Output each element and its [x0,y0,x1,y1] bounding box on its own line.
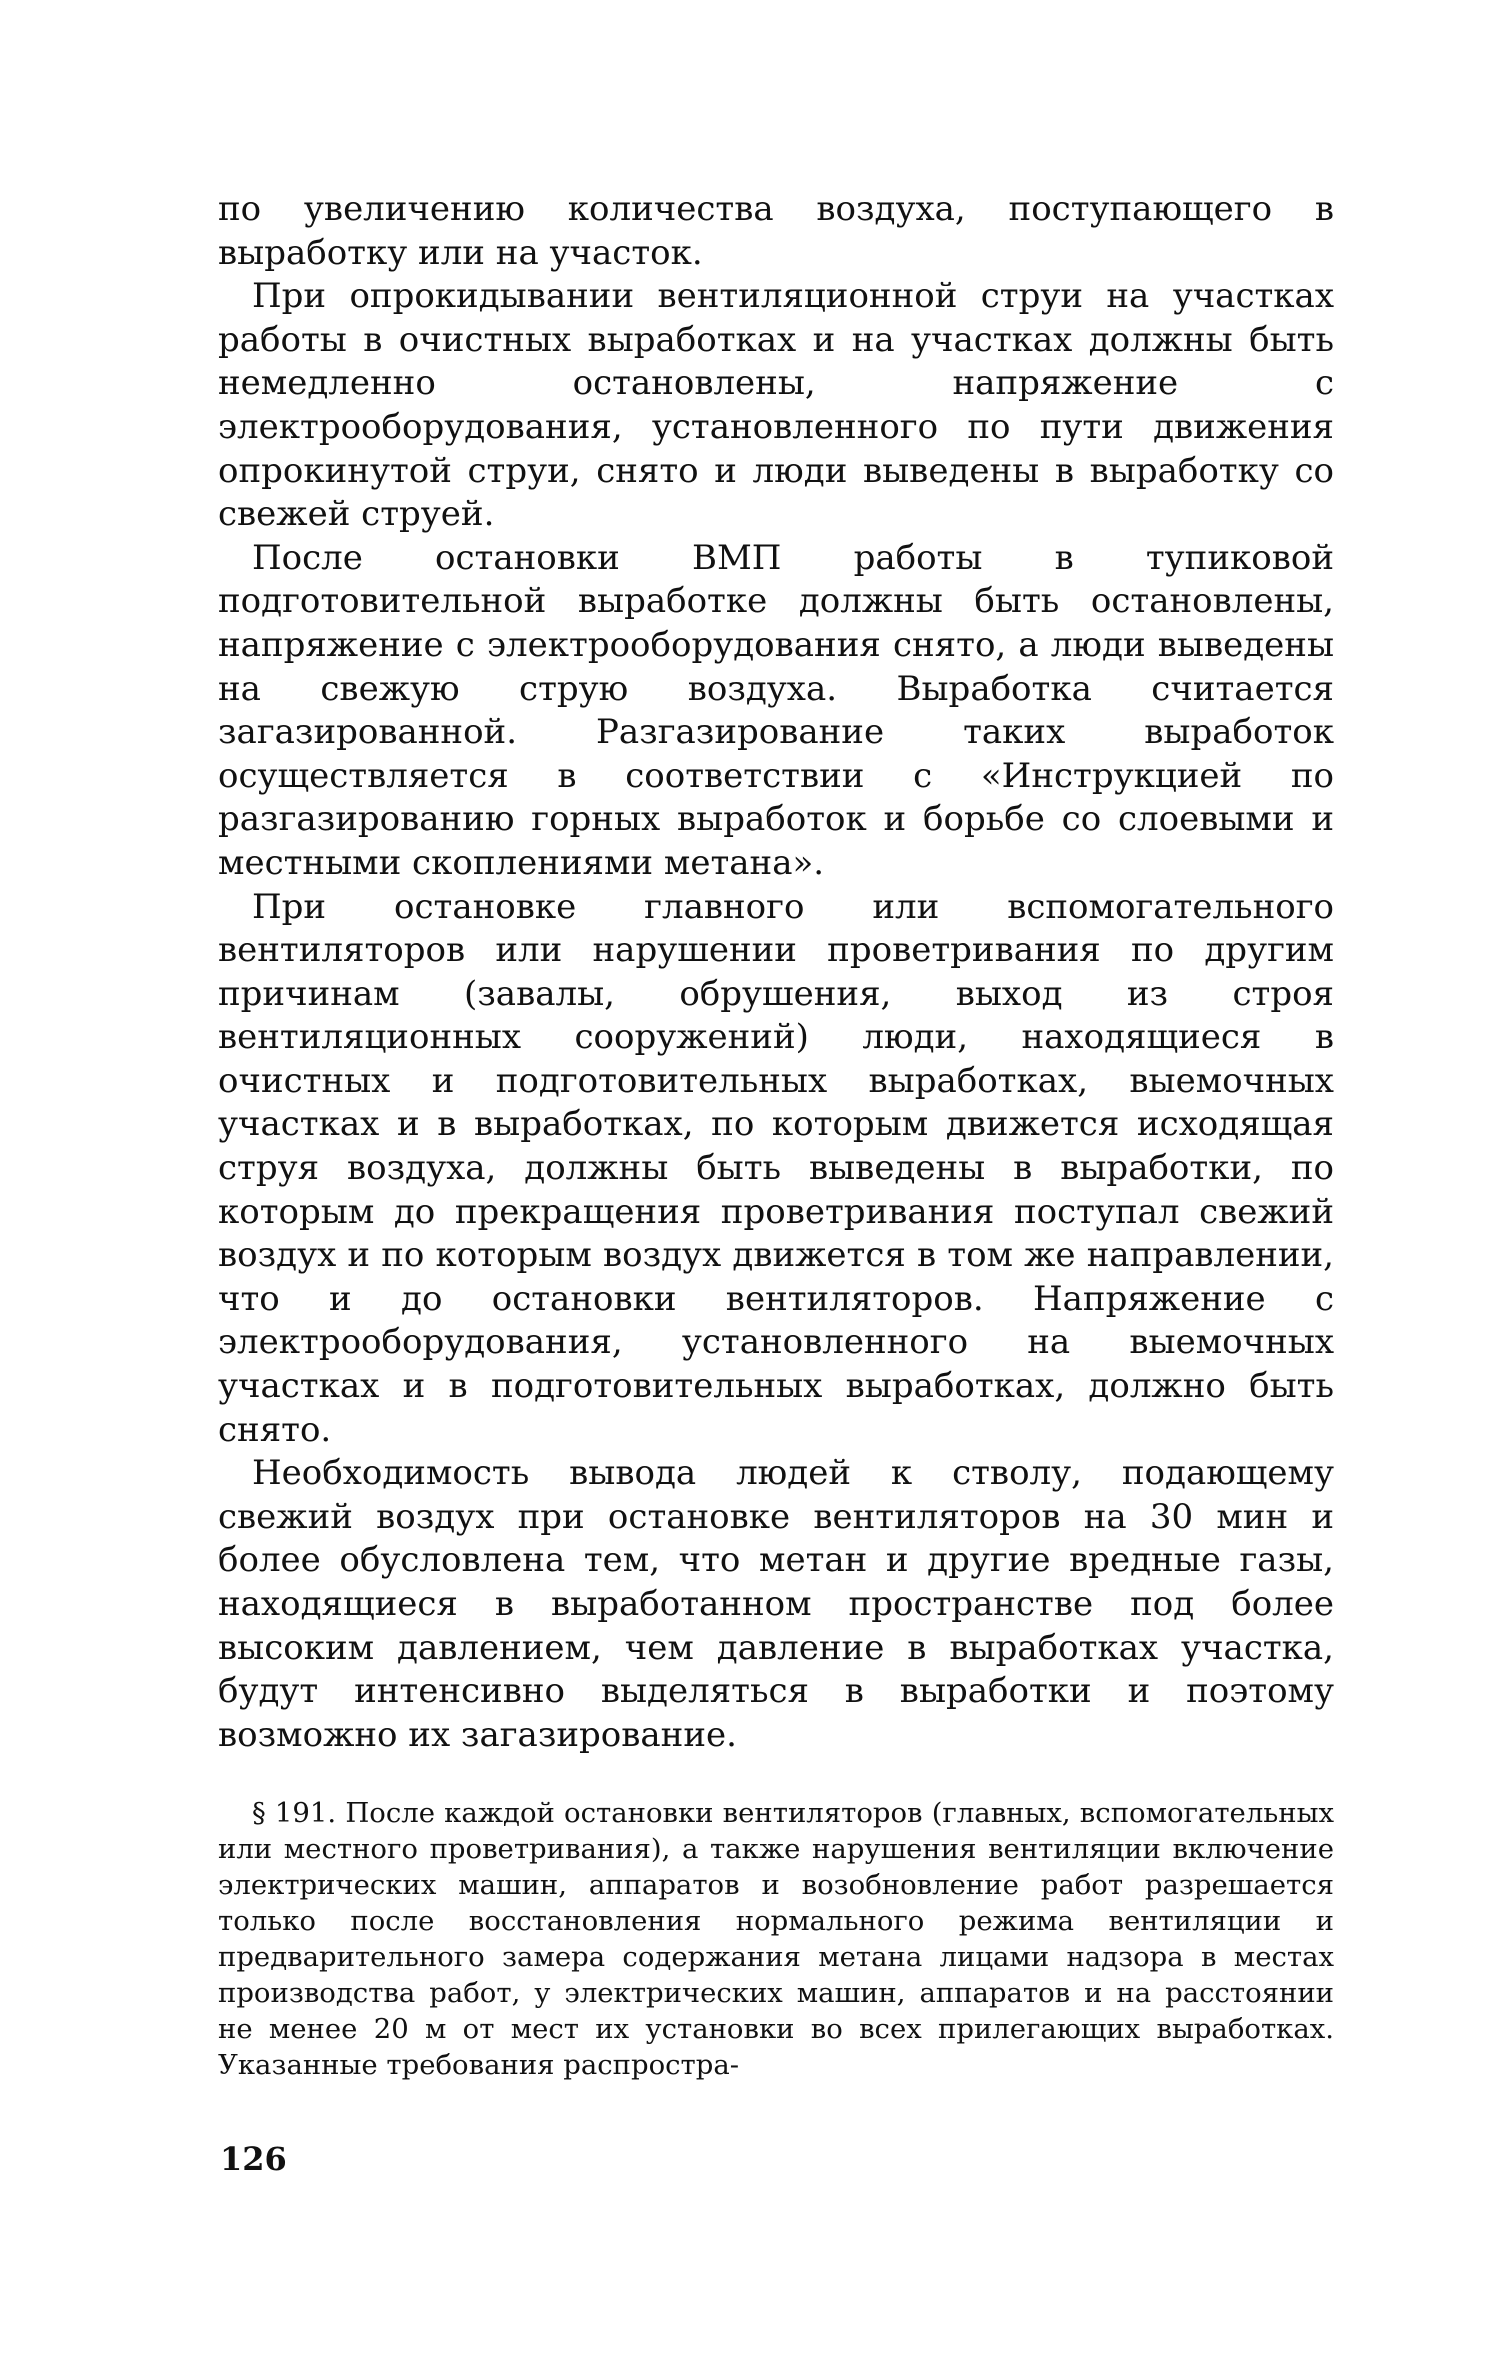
page-number: 126 [220,2140,287,2178]
body-text [218,188,1334,2083]
paragraph-fan-stop: При остановке главного или вспомогательного вентиляторов или нарушении проветривания по другим причинам (завалы, обрушения, выход из строя вентиляционных сооружений) люди, находящиеся в очистных и подготовительных выработках, выемочных участках и в выработках, по которым движется исходящая струя воздуха, должны быть выведены в выработки, по которым до прекращения проветривания поступал свежий воздух и по которым воздух движется в том же направлении, что и до остановки вентиляторов. Напряжение с электрооборудования, установленного на выемочных участках и в подготовительных выработках, должно быть снято. [218,886,1334,1450]
paragraph-continuation: по увеличению количества воздуха, поступающего в выработку или на участок. [218,189,1334,273]
section-191: § 191. После каждой остановки вентиляторов (главных, вспомогательных или местного проветривания), а также нарушения вентиляции включение электрических машин, аппаратов и возобновление работ разрешается только после восстановления нормального режима вентиляции и предварительного замера содержания метана лицами надзора в местах производства работ, у электрических машин, аппаратов и на расстоянии не менее 20 м от мест их установки во всех прилегающих выработках. Указанные требования распростра- [218,1797,1334,2082]
paragraph-vmp-stop: После остановки ВМП работы в тупиковой подготовительной выработке должны быть остановлены, напряжение с электрооборудования снято, а люди выведены на свежую струю воздуха. Выработка считается загазированной. Разгазирование таких выработок осуществляется в соответствии с «Инструкцией по разгазированию горных выработок и борьбе со слоевыми и местными скоплениями метана». [218,537,1334,883]
paragraph-evacuation-reason: Необходимость вывода людей к стволу, подающему свежий воздух при остановке вентиляторов на 30 мин и более обусловлена тем, что метан и другие вредные газы, находящиеся в выработанном пространстве под более высоким давлением, чем давление в выработках участка, будут интенсивно выделяться в выработки и поэтому возможно их загазирование. [218,1453,1334,1755]
paragraph-ventilation-reversal: При опрокидывании вентиляционной струи на участках работы в очистных выработках и на участках должны быть немедленно остановлены, напряжение с электрооборудования, установленного по пути движения опрокинутой струи, снято и люди выведены в выработку со свежей струей. [218,276,1334,535]
